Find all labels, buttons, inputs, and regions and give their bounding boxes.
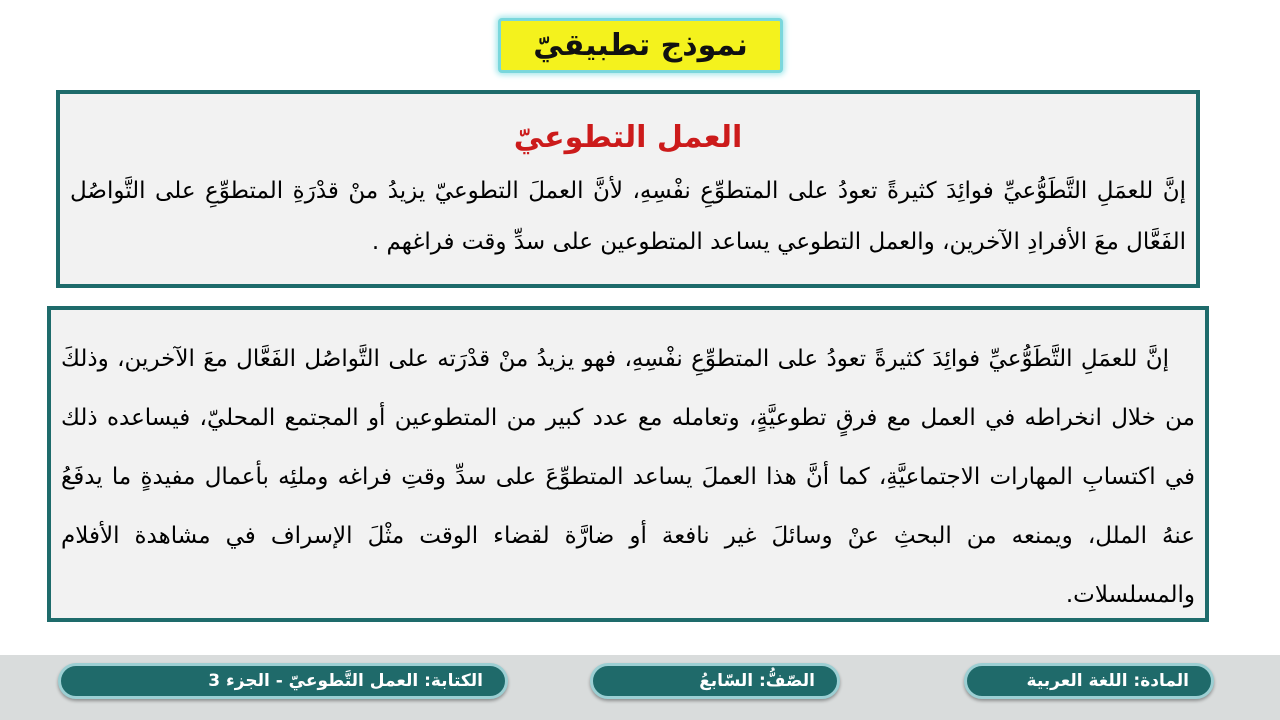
section-heading: العمل التطوعيّ (513, 120, 743, 155)
text-box-expanded (47, 306, 1209, 622)
text-box-summary (56, 90, 1200, 288)
page-title: نموذج تطبيقيّ (533, 28, 748, 63)
grade-badge (590, 663, 840, 699)
expanded-paragraph: إنَّ للعمَلِ التَّطَوُّعيِّ فوائِدَ كثيرةً تعودُ على المتطوِّعِ نفْسِهِ، فهو يزيدُ منْ قدْرَته على التَّواصُل الفَعَّال معَ الآخرين، وذلكَ من خلال انخراطه في العمل مع فرقٍ تطوعيَّةٍ، وتعامله مع عدد كبير من المتطوعين أو المجتمع المحليّ، فيساعده ذلك في اكتسابِ المهارات الاجتماعيَّةِ، كما أنَّ هذا العملَ يساعد المتطوِّعَ على سدِّ وقتِ فراغه وملئِه بأعمال مفيدةٍ ما يدفَعُ عنهُ الملل، ويمنعه من البحثِ عنْ وسائلَ غير نافعة أو ضارَّة لقضاء الوقت مثْلَ الإسراف في مشاهدة الأفلام والمسلسلات. (61, 346, 1195, 608)
lesson-badge (58, 663, 508, 699)
summary-paragraph: إنَّ للعمَلِ التَّطَوُّعيِّ فوائِدَ كثيرةً تعودُ على المتطوِّعِ نفْسِهِ، لأنَّ العملَ التطوعيّ يزيدُ منْ قدْرَةِ المتطوِّعِ على التَّواصُل الفَعَّال معَ الأفرادِ الآخرين، والعمل التطوعي يساعد المتطوعين على سدِّ وقت فراغهم . (70, 178, 1186, 255)
subject-label: المادة: اللغة العربية (1026, 671, 1189, 691)
grade-label: الصّفُّ: السّابعُ (699, 671, 815, 691)
page-title-banner (498, 18, 783, 73)
subject-badge (964, 663, 1214, 699)
lesson-label: الكتابة: العمل التَّطوعيّ - الجزء 3 (208, 671, 483, 691)
